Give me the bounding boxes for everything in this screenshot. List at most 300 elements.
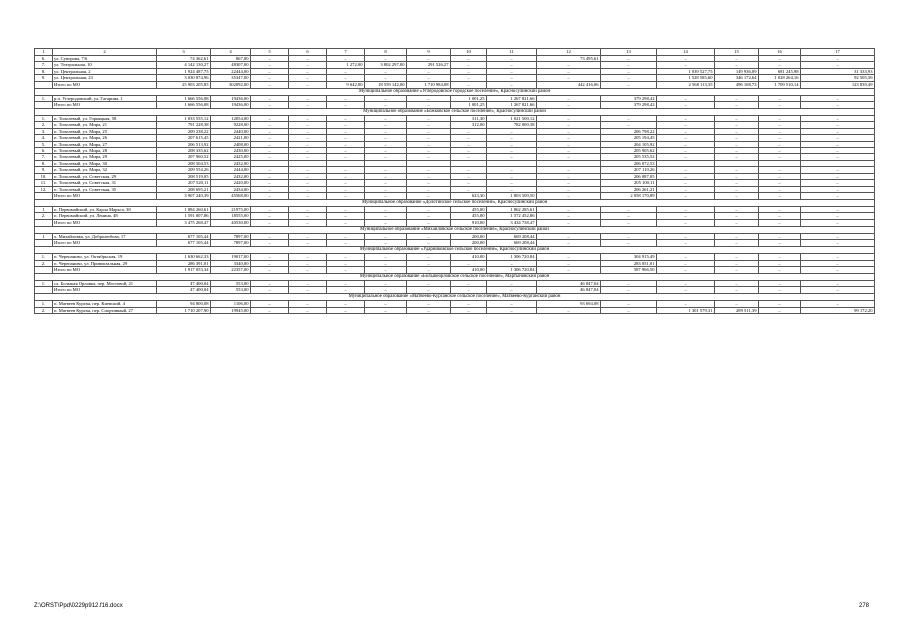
table-cell: – [327,219,365,226]
table-cell: – [487,135,537,141]
total-row [35,287,875,294]
table-cell: – [451,128,487,134]
table-cell: 1 033 555,12 [157,116,211,122]
column-number: 11 [487,49,537,56]
table-cell: – [365,141,407,147]
table-cell: 455,00 [451,213,487,219]
table-cell: – [251,287,289,294]
table-cell: 7. [35,62,53,68]
table-cell: 1 862 285,61 [487,206,537,212]
table-cell: – [657,167,715,173]
table-cell: – [657,260,715,266]
table-cell: – [487,154,537,160]
table-cell: – [759,254,801,260]
table-cell: – [801,56,875,62]
municipality-heading [35,109,875,116]
table-cell: 46 847,04 [537,280,601,286]
table-cell: – [407,301,451,307]
table-cell: – [759,266,801,273]
table-cell: 3 434 738,47 [487,219,537,226]
table-cell: – [407,233,451,239]
table-cell: – [365,102,407,109]
table-cell: 1 267 821,66 [487,95,537,101]
table-cell: – [365,266,407,273]
table-cell: – [289,254,327,260]
table-cell: – [289,141,327,147]
table-cell: 208 335,62 [157,148,211,154]
table-cell: – [365,260,407,266]
table-cell: 206 072,53 [601,160,657,166]
table-cell: 669 208,44 [487,233,537,239]
table-cell: – [715,173,759,179]
table-cell: – [537,135,601,141]
table-cell: – [487,173,537,179]
table-cell: – [487,301,537,307]
table-cell: Итого по МО [53,192,157,199]
table-cell: ул. Центральная, 2 [53,68,157,74]
table-cell: – [407,280,451,286]
table-cell: 1 001,25 [451,102,487,109]
table-cell: – [289,116,327,122]
table-cell: – [537,254,601,260]
table-cell: 1 039 527,75 [657,68,715,74]
table-cell: 18 559 142,00 [365,81,407,88]
column-number-row [35,49,875,56]
table-cell: – [289,173,327,179]
table-cell: – [289,307,327,313]
table-cell: сл. Большая Орловка, пер. Мостовой, 21 [53,280,157,286]
table-cell: 205 905,62 [601,148,657,154]
table-cell: – [289,219,327,226]
document-sheet [34,48,874,314]
table-cell: – [365,122,407,128]
table-cell: 35347,00 [211,75,251,81]
table-cell: – [365,240,407,247]
table-cell: 496 108,73 [715,81,759,88]
table-cell: – [365,154,407,160]
total-row [35,219,875,226]
table-cell: 1 884 260,61 [157,206,211,212]
table-cell: – [657,213,715,219]
table-cell: – [801,301,875,307]
table-cell: – [327,154,365,160]
table-cell: – [451,301,487,307]
table-cell: – [327,180,365,186]
table-cell: – [801,154,875,160]
table-cell: – [251,68,289,74]
table-cell: – [537,75,601,81]
table-cell: – [601,213,657,219]
table-cell: 5. [35,141,53,147]
table-cell: 19436,00 [211,95,251,101]
table-cell: – [289,180,327,186]
table-cell: – [365,307,407,313]
table-cell: – [759,122,801,128]
table-cell: 206 513,92 [157,141,211,147]
table-cell: 1 528 585,60 [657,75,715,81]
table-cell: – [487,148,537,154]
table-cell: – [759,62,801,68]
table-cell: – [451,154,487,160]
municipality-heading [35,199,875,206]
column-number: 13 [601,49,657,56]
total-row [35,266,875,273]
table-cell: – [365,148,407,154]
table-cell: – [537,219,601,226]
municipality-title: Муниципальное образование «Матвеево-Курганское сельское поселение», Матвеево-Курганский район [35,294,875,301]
table-cell: – [251,154,289,160]
table-cell: – [407,141,451,147]
municipality-title: Муниципальное образование «Долотинское сельское поселение», Красносулинский район [35,199,875,206]
table-cell: – [537,206,601,212]
table-cell: 1 021 500,12 [487,116,537,122]
table-cell: – [537,167,601,173]
table-cell: – [759,56,801,62]
municipality-title: Муниципальное образование «Углеродовское городское поселение», Красносулинский район [35,88,875,95]
table-cell: 1 803 500,50 [487,192,537,199]
table-cell: 289 511,39 [715,307,759,313]
table-cell: – [251,240,289,247]
table-cell: – [537,62,601,68]
table-cell: 1. [35,301,53,307]
table-cell: – [715,180,759,186]
table-cell: – [657,266,715,273]
column-number: 3 [157,49,211,56]
municipality-title: Муниципальное образование «Большеорловское сельское поселение», Мартыновский район [35,273,875,280]
table-cell: – [289,154,327,160]
table-cell: – [251,192,289,199]
table-cell: Итого по МО [53,240,157,247]
table-cell: – [487,141,537,147]
table-cell: – [487,56,537,62]
column-number: 7 [327,49,365,56]
table-cell: – [365,254,407,260]
column-number: 4 [211,49,251,56]
table-cell: п. Тополевый, ул. Мира, 30 [53,160,157,166]
column-number: 17 [801,49,875,56]
table-cell: – [251,206,289,212]
table-cell: – [537,128,601,134]
table-cell: – [657,173,715,179]
table-cell: – [451,167,487,173]
table-cell: 553,00 [211,287,251,294]
table-cell: – [407,266,451,273]
table-cell: Итого по МО [53,81,157,88]
table-cell: 12054,00 [211,116,251,122]
table-cell: – [327,148,365,154]
table-cell: – [289,81,327,88]
table-cell: – [801,173,875,179]
table-cell: – [801,254,875,260]
table-cell: п. Тополевый, ул. Советская, 31 [53,180,157,186]
table-cell: п. Матвеев Курган, пер. Спортивный, 27 [53,307,157,313]
table-cell: – [759,192,801,199]
table-cell: – [365,213,407,219]
table-cell: – [657,56,715,62]
table-cell: – [327,75,365,81]
table-cell: 681 245,98 [759,68,801,74]
table-cell: – [657,135,715,141]
table-cell: 2430,00 [211,148,251,154]
table-cell: – [601,75,657,81]
table-cell: – [759,219,801,226]
table-cell: 207 960,52 [157,154,211,160]
table-cell: 208 695,21 [157,186,211,192]
table-cell: 1 301 579,31 [657,307,715,313]
table-cell: 8. [35,160,53,166]
table-cell: – [715,219,759,226]
table-cell: – [251,116,289,122]
table-cell: 207 615,45 [157,135,211,141]
table-cell: п. Матвеев Курган, пер. Киевский, 4 [53,301,157,307]
table-cell: – [327,233,365,239]
table-cell: – [327,260,365,266]
table-cell: – [601,301,657,307]
table-cell: – [759,95,801,101]
table-cell: – [801,213,875,219]
table-cell: – [487,307,537,313]
table-cell: 677 105,44 [157,233,211,239]
table-cell: 1 666 556,08 [157,102,211,109]
table-cell: – [601,219,657,226]
table-cell: – [537,102,601,109]
table-cell: 4 142 130,27 [157,62,211,68]
table-cell: – [801,192,875,199]
table-cell: 22444,00 [211,68,251,74]
file-path: Z:\ORST\Ppd\0229p912.f16.docx [34,603,123,609]
table-cell: 25 903 205,85 [157,81,211,88]
table-cell: 92 505,56 [801,75,875,81]
table-cell: – [407,173,451,179]
table-cell: – [407,116,451,122]
table-cell: – [759,186,801,192]
total-row [35,192,875,199]
table-cell: – [407,260,451,266]
table-cell: – [801,287,875,294]
table-cell: – [289,75,327,81]
table-cell: – [327,280,365,286]
table-cell: 12. [35,186,53,192]
table-cell: – [289,62,327,68]
table-cell: – [537,260,601,266]
table-cell: – [251,148,289,154]
table-cell: 2434,00 [211,186,251,192]
table-cell: – [715,154,759,160]
table-cell: 40530,00 [211,219,251,226]
table-cell: – [407,135,451,141]
table-cell: – [715,116,759,122]
table-cell: – [759,167,801,173]
table-cell: п. Черепаново, ул. Октябрьская, 19 [53,254,157,260]
table-cell: 21975,00 [211,206,251,212]
table-cell: ул. Суворова, 7/6 [53,56,157,62]
table-cell: – [365,192,407,199]
table-cell: 283 051,01 [601,260,657,266]
table-cell: 3 030 874,96 [157,75,211,81]
table-cell: – [365,68,407,74]
table-cell: 209 238,22 [157,128,211,134]
table-cell: – [407,192,451,199]
table-cell: 1 917 053,34 [157,266,211,273]
table-cell: – [365,206,407,212]
table-cell: – [327,141,365,147]
table-cell: 7. [35,154,53,160]
table-cell: 2432,00 [211,173,251,179]
table-cell: 209 554,26 [157,167,211,173]
table-cell: 587 966,50 [601,266,657,273]
municipality-heading [35,247,875,254]
table-cell: 3 907 240,39 [157,192,211,199]
table-cell: – [759,260,801,266]
table-cell: 1 924 487,75 [157,68,211,74]
table-cell: – [759,206,801,212]
table-cell: – [451,173,487,179]
table-cell: 311,30 [451,116,487,122]
table-cell: – [759,287,801,294]
table-cell: – [407,167,451,173]
table-cell: – [759,135,801,141]
table-cell: 1 [35,206,53,212]
table-cell: 442 416,06 [537,81,601,88]
table-cell: 11. [35,180,53,186]
table-cell: 2. [35,122,53,128]
table-cell: – [451,135,487,141]
table-cell: 2. [35,307,53,313]
table-cell: – [657,116,715,122]
table-cell: – [327,128,365,134]
table-cell: – [451,180,487,186]
table-cell: – [251,62,289,68]
table-cell: – [327,240,365,247]
table-cell: – [715,135,759,141]
table-cell: 1 710 984,08 [407,81,451,88]
table-cell: – [251,180,289,186]
table-cell: – [365,301,407,307]
table-cell: – [759,116,801,122]
table-cell: – [801,141,875,147]
table-cell: – [407,75,451,81]
data-table [34,48,875,314]
table-cell: – [451,260,487,266]
table-cell: – [327,266,365,273]
table-cell: – [601,307,657,313]
table-cell: – [289,102,327,109]
table-cell: – [537,307,601,313]
table-cell: – [289,206,327,212]
table-cell: – [251,301,289,307]
table-cell: 1. [35,116,53,122]
table-cell: п. Тополевый, ул. Мира, 26 [53,135,157,141]
municipality-title: Муниципальное образование «Михайловское сельское поселение», Красносулинский район [35,226,875,233]
table-cell: – [759,154,801,160]
table-cell: – [759,102,801,109]
table-cell: – [289,192,327,199]
table-cell: 19017,00 [211,254,251,260]
table-cell: – [289,260,327,266]
table-cell: – [251,219,289,226]
table-cell: – [537,266,601,273]
table-cell: – [715,95,759,101]
table-cell: п. Тополевый, ул. Советская, 29 [53,173,157,179]
table-cell: 73 495,61 [537,56,601,62]
table-cell: – [251,213,289,219]
table-cell: – [601,240,657,247]
table-cell: – [657,254,715,260]
table-cell: 867,00 [211,56,251,62]
total-row [35,81,875,88]
table-cell: ул. Центральная, 23 [53,75,157,81]
table-cell: Итого по МО [53,102,157,109]
table-cell: – [801,148,875,154]
table-cell: 312,00 [451,122,487,128]
table-cell: 1 028 264,16 [759,75,801,81]
table-cell: – [487,280,537,286]
table-cell: – [289,233,327,239]
table-cell: – [487,68,537,74]
table-cell: 7897,00 [211,233,251,239]
table-cell: – [365,56,407,62]
table-cell: – [801,266,875,273]
table-cell: – [327,116,365,122]
table-cell: – [327,192,365,199]
table-cell: 208 504,53 [157,160,211,166]
municipality-title: Муниципальное образование «Божковское сельское поселение», Красносулинский район [35,109,875,116]
table-cell: – [487,128,537,134]
table-cell: – [801,233,875,239]
table-cell: – [451,68,487,74]
table-cell: – [327,213,365,219]
table-cell: – [451,307,487,313]
table-cell: 910,00 [451,219,487,226]
table-cell: – [365,287,407,294]
table-cell: п. Первомайский, ул. Карла Маркса, 38 [53,206,157,212]
table-cell: – [251,135,289,141]
table-cell: 47 400,04 [157,280,211,286]
table-cell: п. Тополевый, ул. Мира, 25 [53,128,157,134]
table-cell: – [715,167,759,173]
table-cell: – [451,75,487,81]
table-cell: – [251,56,289,62]
table-cell: 208 519,05 [157,173,211,179]
municipality-heading [35,294,875,301]
table-cell: 9. [35,167,53,173]
table-cell: – [327,186,365,192]
table-cell: – [487,167,537,173]
table-cell: – [715,56,759,62]
table-cell: – [715,102,759,109]
table-cell: – [715,148,759,154]
table-cell: р.п. Углеродовский, ул. Гагарина, 1 [53,95,157,101]
table-cell: – [601,233,657,239]
table-cell: 291 526,27 [407,62,451,68]
table-cell: – [537,233,601,239]
table-cell: 206 261,21 [601,186,657,192]
table-cell: – [451,280,487,286]
table-cell: п. Тополевый, ул. Советская, 35 [53,186,157,192]
table-cell: – [657,233,715,239]
table-cell: 205 100,11 [601,180,657,186]
table-cell: – [759,213,801,219]
table-cell: – [801,122,875,128]
table-cell: 2444,00 [211,167,251,173]
column-number: 12 [537,49,601,56]
table-cell: – [657,192,715,199]
table-cell: – [537,240,601,247]
table-cell: 149 936,09 [715,68,759,74]
table-cell: – [759,233,801,239]
table-cell: 18555,00 [211,213,251,219]
table-cell: – [601,287,657,294]
